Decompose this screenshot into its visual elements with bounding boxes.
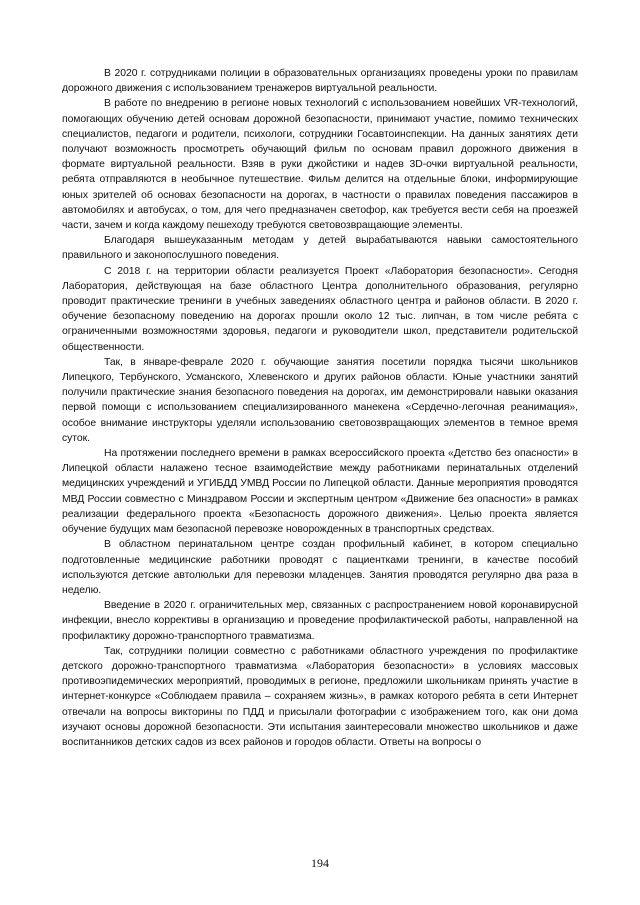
- paragraph-9: Так, сотрудники полиции совместно с работниками областного учреждения по профилактике детского дорожно-транспортного травматизма «Лаборатория безопасности» в условиях массовых противоэпидемических мероприятий, проводимых в регионе, предложили школьникам принять участие в интернет-конкурсе «Соблюдаем правила – сохраняем жизнь», в рамках которого ребята в сети Интернет отвечали на вопросы викторины по ПДД и присылали фотографии с изображением того, как они дома изучают основы дорожной безопасности. Эти испытания заинтересовали множество школьников и даже воспитанников детских садов из всех районов и городов области. Ответы на вопросы о: [62, 645, 578, 748]
- paragraph-7: В областном перинатальном центре создан профильный кабинет, в котором специально подготовленные медицинские работники проводят с пациентками тренинги, в качестве пособий используются детские автолюльки для перевозки младенцев. Занятия проводятся регулярно два раза в неделю.: [62, 539, 578, 596]
- paragraph-2: В работе по внедрению в регионе новых технологий с использованием новейших VR-технологий, помогающих обучению детей основам дорожной безопасности, принимают участие, помимо технических специалистов, педагоги и родители, психологи, сотрудники Госавтоинспекции. На данных занятиях дети получают возможность просмотреть обучающий фильм по основам правил дорожного движения в формате виртуальной реальности. Взяв в руки джойстики и надев 3D-очки виртуальной реальности, ребята отправляются в необычное путешествие. Фильм делится на отдельные блоки, информирующие юных зрителей об основах безопасности на дорогах, в частности о правилах поведения пассажиров в автомобилях и автобусах, о том, для чего предназначен светофор, как требуется вести себя на проезжей части, зачем и когда каждому пешеходу требуются световозвращающие элементы.: [62, 98, 578, 232]
- paragraph-8: Введение в 2020 г. ограничительных мер, связанных с распространением новой коронавирусной инфекции, внесло коррективы в организацию и проведение профилактической работы, направленной на профилактику дорожно-транспортного травматизма.: [62, 600, 578, 642]
- paragraph-4: С 2018 г. на территории области реализуется Проект «Лаборатория безопасности». Сегодня Лаборатория, действующая на базе областного Центра дополнительного образования, регулярно проводит практические тренинги в учебных заведениях областного центра и районов области. В 2020 г. обучение безопасному поведению на дорогах прошли около 12 тыс. липчан, в том числе ребята с ограниченными возможностями здоровья, педагоги и руководители школ, представители родительской общественности.: [62, 265, 578, 353]
- paragraph-6: На протяжении последнего времени в рамках всероссийского проекта «Детство без опасности» в Липецкой области налажено тесное взаимодействие между работниками перинатальных отделений медицинских учреждений и УГИБДД УМВД России по Липецкой области. Данные мероприятия проводятся МВД России совместно с Минздравом России и экспертным центром «Движение без опасности» в рамках реализации федерального проекта «Безопасность дорожного движения». Целью проекта является обучение будущих мам безопасной перевозке новорожденных в транспортных средствах.: [62, 448, 578, 536]
- paragraph-5: Так, в январе-феврале 2020 г. обучающие занятия посетили порядка тысячи школьников Липецкого, Тербунского, Усманского, Хлевенского и других районов области. Юные участники занятий получили практические знания безопасного поведения на дорогах, им демонстрировали навыки оказания первой помощи с использованием специализированного манекена «Сердечно-легочная реанимация», особое внимание инструкторы уделяли использованию световозвращающих элементов в темное время суток.: [62, 356, 578, 444]
- paragraph-3: Благодаря вышеуказанным методам у детей вырабатываются навыки самостоятельного правильного и законопослушного поведения.: [62, 235, 578, 262]
- paragraph-1: В 2020 г. сотрудниками полиции в образовательных организациях проведены уроки по правилам дорожного движения с использованием тренажеров виртуальной реальности.: [62, 68, 578, 95]
- page-body: [62, 66, 578, 750]
- page-number: 194: [311, 856, 329, 870]
